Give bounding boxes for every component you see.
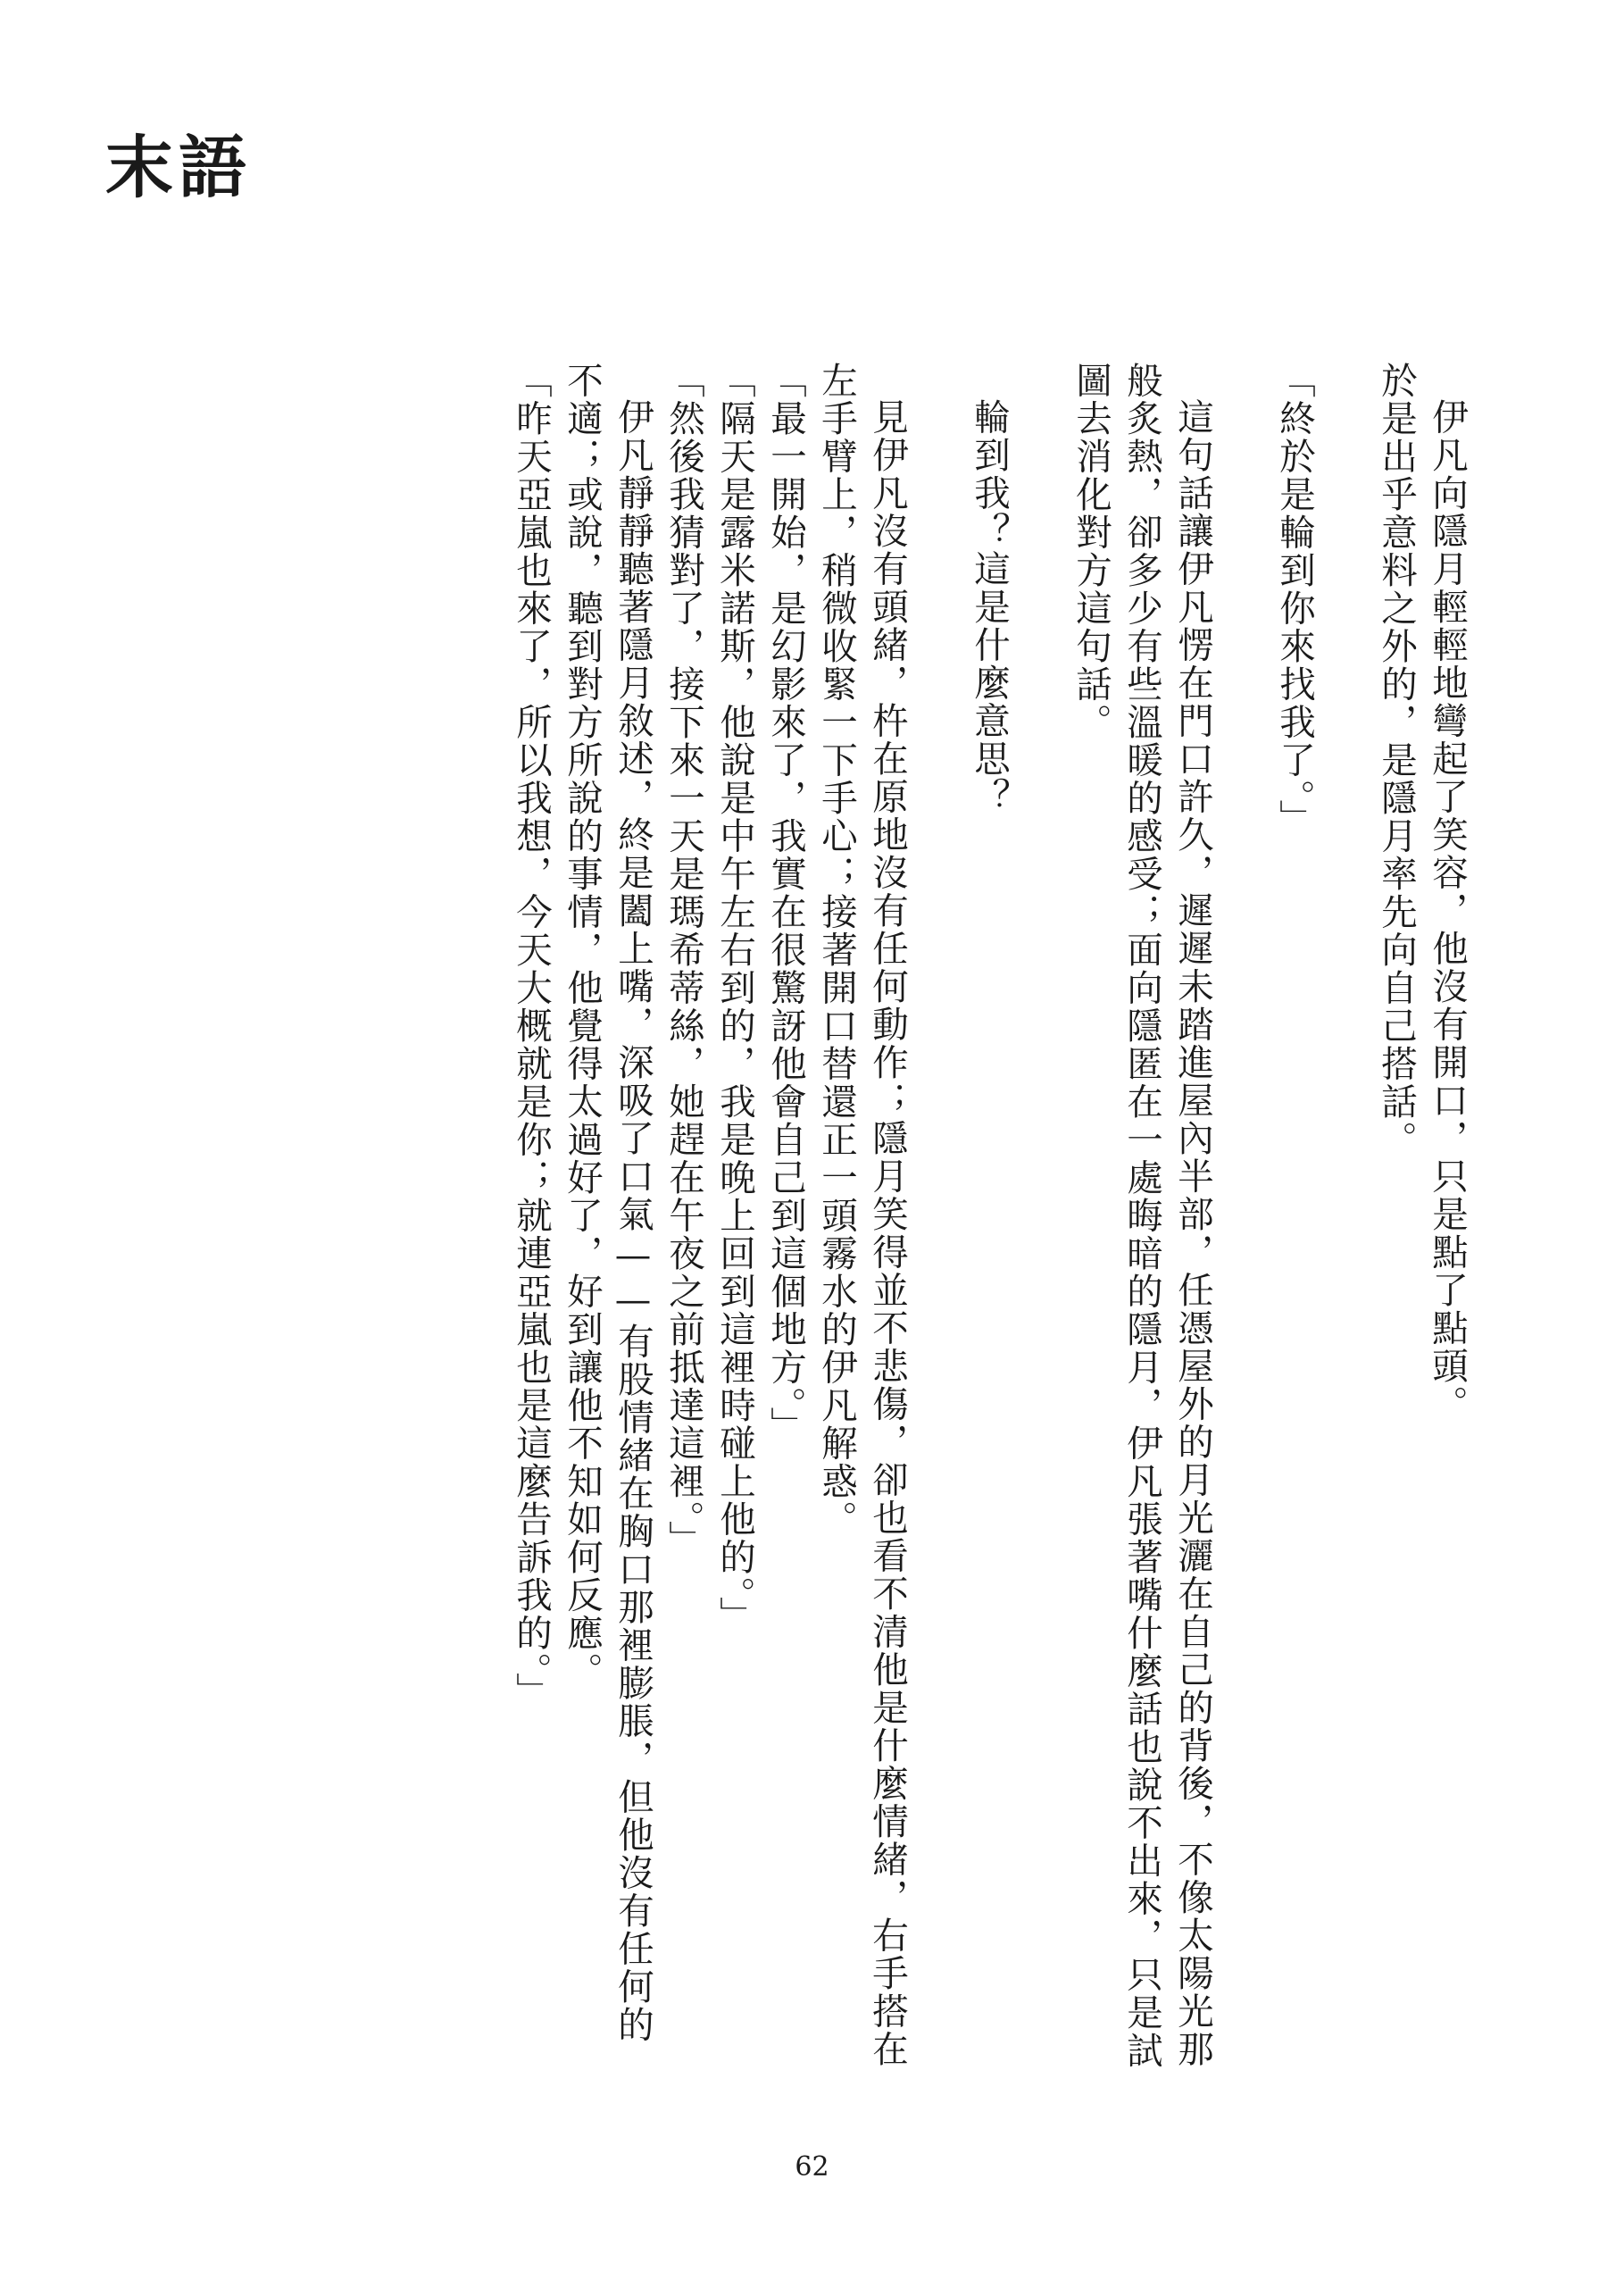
paragraph: 輪到我？這是什麼意思？ bbox=[968, 397, 1011, 815]
paragraph-dialogue: 「昨天亞嵐也來了，所以我想，今天大概就是你；就連亞嵐也是這麼告訴我的。」 bbox=[510, 362, 553, 1710]
blank-line bbox=[1320, 362, 1370, 2076]
page-number: 62 bbox=[795, 2151, 829, 2183]
paragraph: 這句話讓伊凡愣在門口許久，遲遲未踏進屋內半部，任憑屋外的月光灑在自己的背後，不像太陽光那般炙熱，卻多少有些溫暖的感受；面向隱匿在一處晦暗的隱月，伊凡張著嘴什麼話也說不出來，只是試圖去消化對方這句話。 bbox=[1070, 362, 1214, 2070]
body-text bbox=[505, 362, 1472, 2076]
paragraph-dialogue: 「最一開始，是幻影來了，我實在很驚訝他會自己到這個地方。」 bbox=[764, 362, 807, 1445]
blank-line bbox=[1218, 362, 1269, 2076]
paragraph: 於是出乎意料之外的，是隱月率先向自己搭話。 bbox=[1375, 362, 1418, 1159]
paragraph: 伊凡靜靜聽著隱月敘述，終是闔上嘴，深吸了口氣——有股情緒在胸口那裡膨脹，但他沒有任何的不適；或說，聽到對方所說的事情，他覺得太過好了，好到讓他不知如何反應。 bbox=[561, 362, 654, 2043]
paragraph-dialogue: 「隔天是露米諾斯，他說是中午左右到的，我是晚上回到這裡時碰上他的。」 bbox=[713, 362, 756, 1634]
paragraph-dialogue: 「終於是輪到你來找我了。」 bbox=[1273, 362, 1316, 838]
paragraph: 伊凡向隱月輕輕地彎起了笑容，他沒有開口，只是點了點頭。 bbox=[1426, 397, 1469, 1423]
paragraph-dialogue: 「然後我猜對了，接下來一天是瑪希蒂絲，她趕在午夜之前抵達這裡。」 bbox=[662, 362, 705, 1558]
blank-line bbox=[912, 362, 963, 2076]
paragraph: 見伊凡沒有頭緒，杵在原地沒有任何動作；隱月笑得並不悲傷，卻也看不清他是什麼情緒，右手搭在左手臂上，稍微收緊一下手心；接著開口替還正一頭霧水的伊凡解惑。 bbox=[815, 362, 909, 2068]
chapter-title: 末語 bbox=[105, 128, 252, 207]
blank-line bbox=[1014, 362, 1065, 2076]
